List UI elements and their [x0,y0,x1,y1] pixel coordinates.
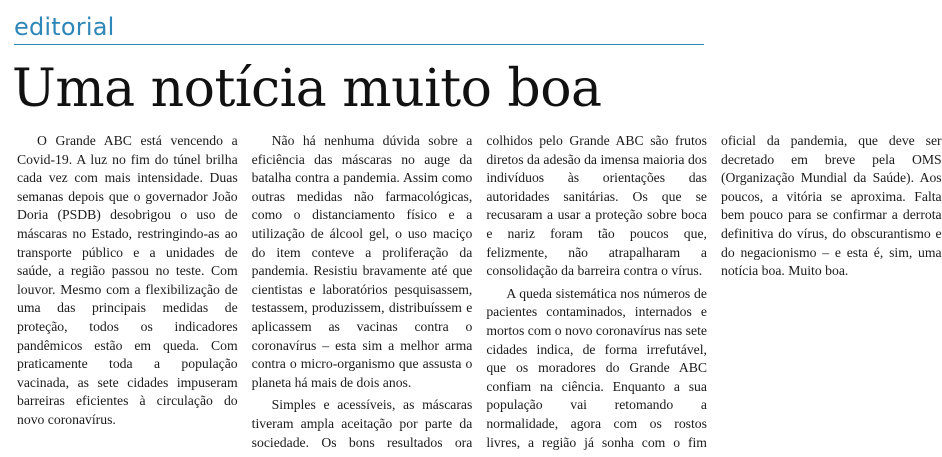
headline: Uma notícia muito boa [12,59,602,119]
section-label: editorial [14,13,115,41]
article-paragraph: Não há nenhuma dúvida sobre a eficiência das máscaras no auge da batalha contra a pandemia. Assim como outras medidas não farmacológicas, como o distanciamento físico e a utilização de álcool gel, o uso maciço do item conteve a proliferação da pandemia. Resistiu bravamente até que cientistas e laboratórios pesquisassem, testassem, produzissem, distribuíssem e aplicassem as vacinas contra o coronavírus – esta sim a melhor arma contra o micro-organismo que assusta o planeta há mais de dois anos. [251,133,473,390]
article-paragraph: Simples e acessíveis, as máscaras tiveram ampla aceitação por parte da sociedade. Os bons resultados ora colhidos pelo Grande ABC são frutos diretos da adesão da imensa maioria dos indivíduos às orientações das autoridades sanitárias. Os que se recusaram a usar a proteção sobre boca e nariz foram tão poucos que, felizmente, não atrapalharam a consolidação da barreira contra o vírus. [251,133,707,450]
section-divider [14,44,704,45]
article-paragraph: A queda sistemática nos números de pacientes contaminados, internados e mortos com o novo coronavírus nas sete cidades indica, de forma irrefutável, que os moradores do Grande ABC confiam na ciência. Enquanto a sua população vai retomando a normalidade, agora com os rostos livres, a região já sonha com o fim oficial da pandemia, que deve ser decretado em breve pela OMS (Organização Mundial da Saúde). Aos poucos, a vitória se aproxima. Falta bem pouco para se confirmar a derrota definitiva do vírus, do obscurantismo e do negacionismo – e esta é, sim, uma notícia boa. Muito boa. [486,133,942,450]
article-body [17,132,942,454]
article-paragraph: O Grande ABC está vencendo a Covid-19. A luz no fim do túnel brilha cada vez com mais intensidade. Duas semanas depois que o governador João Doria (PSDB) desobrigou o uso de máscaras no Estado, restringindo-as ao transporte público e a unidades de saúde, a região passou no teste. Com louvor. Mesmo com a flexibilização de uma das principais medidas de proteção, todos os indicadores pandêmicos estão em queda. Com praticamente toda a população vacinada, as sete cidades impuseram barreiras eficientes à circulação do novo coronavírus. [17,133,238,427]
